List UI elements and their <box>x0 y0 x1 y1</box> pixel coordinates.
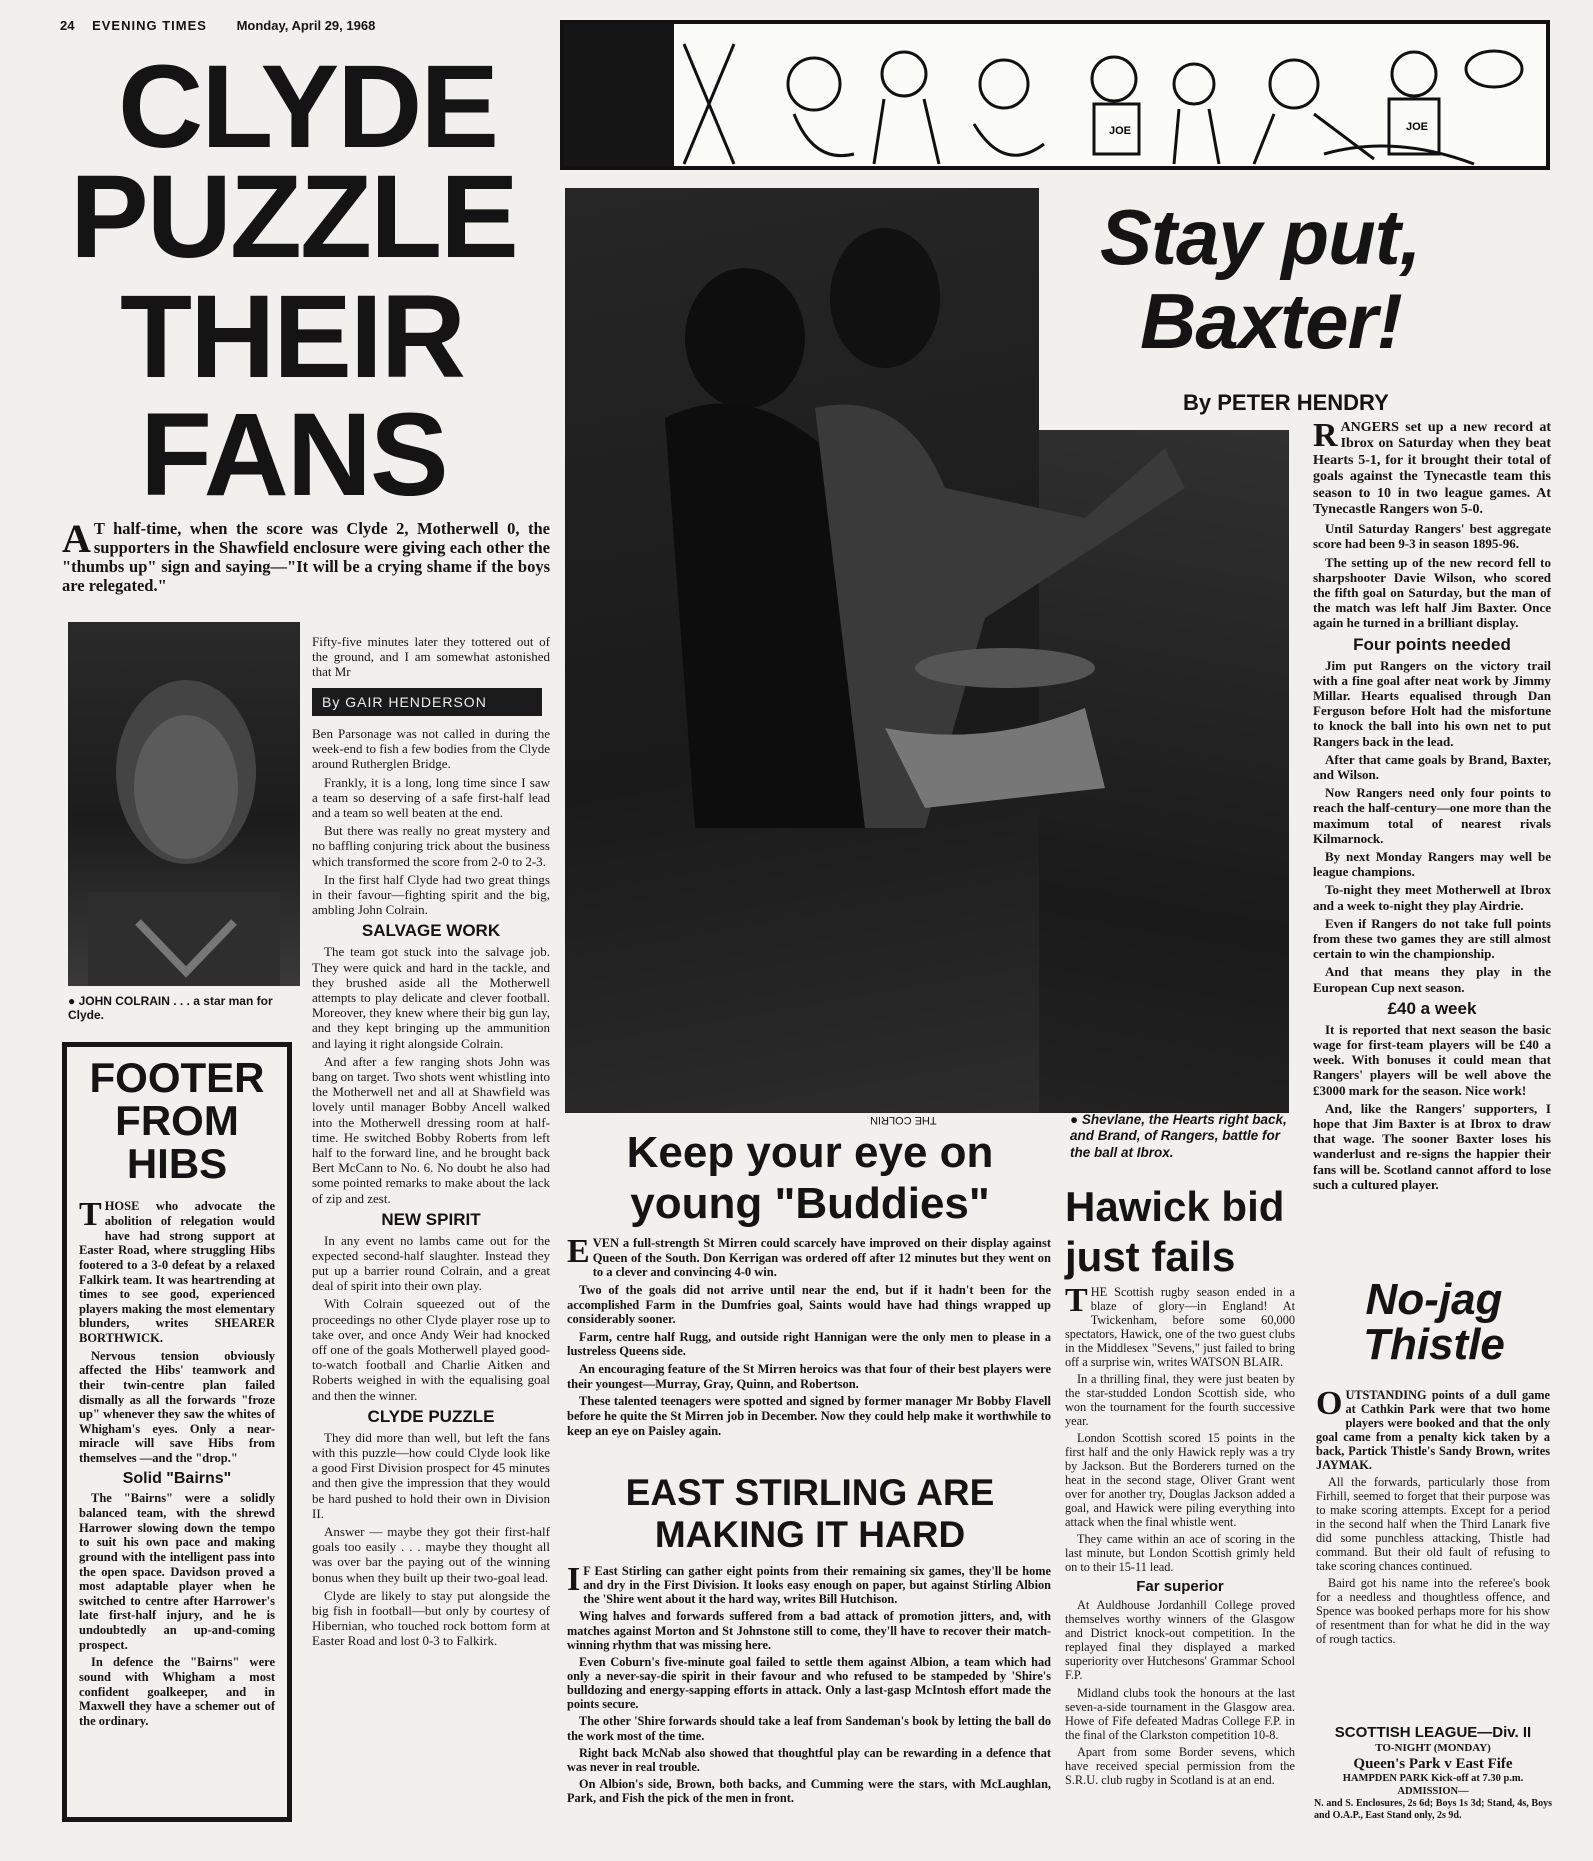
paragraph: An encouraging feature of the St Mirren heroics was that four of their best players were their youngest—Murray, Gray, Quinn, and Robertson. <box>567 1362 1051 1391</box>
paragraph: Jim put Rangers on the victory trail with a fine goal after neat work by Jimmy Millar. Hearts equalised through Dan Ferguson before Holt had the misfortune to knock the ball into his own net to put Rangers back in the lead. <box>1313 657 1551 749</box>
hibs-box <box>62 1042 292 1822</box>
photo-caption <box>68 994 308 1023</box>
subhead: CLYDE PUZZLE <box>367 1406 495 1426</box>
advert-line: HAMPDEN PARK Kick-off at 7.30 p.m. <box>1342 1773 1524 1785</box>
bullet-icon: ● <box>68 994 76 1008</box>
paragraph: Nervous tension obviously affected the Hibs' teamwork and their twin-centre plan failed dismally as all the forwards "froze up" whenever they saw the whites of Whigham's eyes. Only a near-miracle will save Hibs from themselves —and the "drop." <box>79 1348 275 1466</box>
headline-line: No-jag <box>1365 1275 1503 1324</box>
paragraph: Farm, centre half Rugg, and outside right Hannigan were the only men to please in a lustreless Queens side. <box>567 1329 1051 1359</box>
paragraph: And, like the Rangers' supporters, I hope that Jim Baxter is at Ibrox to draw that wage. The sooner Baxter loses his wanderlust and re-signs the happier their fans will be. Scotland cannot afford to lose such a cultured player. <box>1313 1100 1551 1192</box>
masthead <box>60 18 480 38</box>
headline-line: young "Buddies" <box>630 1178 990 1228</box>
paragraph <box>1313 417 1551 518</box>
headline-line: Stay put, <box>1100 193 1421 281</box>
eaststirling-headline <box>565 1472 1055 1556</box>
drop-cap: T <box>1065 1282 1088 1319</box>
paragraph <box>567 1233 1051 1280</box>
paragraph <box>1065 1282 1295 1370</box>
paragraph <box>567 1561 1051 1607</box>
paragraph: In any event no lambs came out for the expected second-half slaughter. Instead they put up a barrier round Colrain, and a great deal of spirit into their own play. <box>312 1232 550 1294</box>
headline-line: FROM <box>115 1096 239 1144</box>
thistle-text <box>1316 1385 1550 1649</box>
paragraph: London Scottish scored 15 points in the first half and the only Hawick reply was a try by Jackson. But the Borderers turned on the heat in the second stage, Oliver Grant went over for another try, Douglas Jackson added a goal, and Hawick were piling everything into attack when the final whistle went. <box>1065 1431 1295 1530</box>
portrait-image <box>68 622 300 986</box>
page-number: 24 <box>60 18 75 33</box>
paragraph: The team got stuck into the salvage job. They were quick and hard in the tackle, and they brushed aside all the Motherwell attempts to play delicate and clever football. Moreover, they knew where their big gun lay, and they kept bringing up the ammunition and laying it right alongside Colrain. <box>312 944 550 1051</box>
baxter-headline <box>1100 193 1540 366</box>
paragraph: They did more than well, but left the fans with this puzzle—how could Clyde look like a good First Division prospect for 45 minutes and then give the impression that they would be hard pushed to hold their own in Division II. <box>312 1429 550 1521</box>
photo-credit: THE COLRIN <box>870 1114 937 1126</box>
paragraph: With Colrain squeezed out of the proceedings no other Clyde player rose up to take over, and once Andy Weir had knocked off one of the goals Motherwell played good-to-watch football and Charlie Aitken and Roberts weighed in with the equalising goal and then the winner. <box>312 1296 550 1403</box>
paper-name: EVENING TIMES <box>92 18 207 33</box>
paragraph: By next Monday Rangers may well be league champions. <box>1313 848 1551 880</box>
paragraph: Ben Parsonage was not called in during the week-end to fish a few bodies from the Clyde around Rutherglen Bridge. <box>312 725 550 772</box>
clyde-headline <box>70 41 550 521</box>
subhead: Four points needed <box>1353 634 1511 654</box>
paragraph: Fifty-five minutes later they tottered out of the ground, and I am somewhat astonished that Mr <box>312 634 550 680</box>
paragraph: In the first half Clyde had two great things in their favour—fighting spirit and the big, ambling John Colrain. <box>312 871 550 918</box>
paragraph: Frankly, it is a long, long time since I saw a team so deserving of a safe first-half lead and a team so well beaten at the end. <box>312 774 550 820</box>
paragraph: They came within an ace of scoring in the last minute, but London Scottish grimly held on to their 15-11 lead. <box>1065 1532 1295 1575</box>
headline-line: Keep your eye on <box>626 1128 994 1177</box>
headline-line: FOOTER <box>89 1054 265 1101</box>
issue-date: Monday, April 29, 1968 <box>236 18 376 33</box>
drop-cap: I <box>567 1561 581 1598</box>
clyde-intro <box>62 516 550 596</box>
caption-text: JOHN COLRAIN . . . a star man for Clyde. <box>68 994 273 1023</box>
intro-text: F East Stirling can gather eight points from their remaining six games, they'll be home and dry in the First Division. It looks easy enough on paper, but against Stirling Albion the 'Shire went about it the hard way, writes Bill Hutchison. <box>583 1564 1051 1607</box>
cartoon-label: JOE <box>1406 121 1429 133</box>
headline-line: PUZZLE <box>70 151 517 283</box>
headline-line: FANS <box>140 389 447 521</box>
paragraph: Baird got his name into the referee's book for a needless and thoughtless offence, and Spence was booked perhaps more for his show of resentment than for what he did in the way of rough tactics. <box>1316 1576 1550 1647</box>
paragraph: The other 'Shire forwards should take a leaf from Sandeman's book by letting the ball do the work most of the time. <box>567 1714 1051 1743</box>
league-advert <box>1314 1724 1552 1822</box>
paragraph: Midland clubs took the honours at the last seven-a-side tournament in the Glasgow area. Howe of Fife defeated Madras College F.P. in the final of the Clarkston competition 10-8. <box>1065 1685 1295 1742</box>
subhead: NEW SPIRIT <box>381 1209 481 1229</box>
buddies-text <box>567 1233 1051 1441</box>
intro-text: VEN a full-strength St Mirren could scarcely have improved on their display against Queen of the South. Don Kerrigan was ordered off after 12 minutes but they went on to a clever and convincing 4-0 win. <box>592 1236 1051 1280</box>
paragraph: Now Rangers need only four points to reach the half-century—one more than the maximum total of nearest rivals Kilmarnock. <box>1313 785 1551 846</box>
bullet-icon: ● <box>1070 1112 1079 1127</box>
clyde-column-1 <box>312 634 550 1652</box>
paragraph: All the forwards, particularly those from Firhill, seemed to forget that their purpose was to make scoring attempts. Except for a period in the second half when the Third Lanark five did some punchless attacking, Thistle had command. But their old fault of refusing to take scoring chances continued. <box>1316 1475 1550 1574</box>
paragraph: Apart from some Border sevens, which have received special permission from the S.R.U. club rugby in Scotland is at an end. <box>1065 1744 1295 1787</box>
subhead: SALVAGE WORK <box>361 921 501 941</box>
drop-cap: T <box>79 1196 102 1234</box>
baxter-byline: By PETER HENDRY <box>1183 390 1389 415</box>
drop-cap: A <box>62 516 91 561</box>
paragraph: Two of the goals did not arrive until near the end, but if it hadn't been for the accomplished Farm in the Dumfries goal, Saints would have had things wrapped up considerably sooner. <box>567 1282 1051 1327</box>
cartoon-label: JOE <box>1109 125 1132 137</box>
headline-line: Hawick bid <box>1065 1183 1285 1230</box>
paragraph: Until Saturday Rangers' best aggregate score had been 9-3 in season 1895-96. <box>1313 521 1551 552</box>
headline-line: MAKING IT HARD <box>654 1514 966 1556</box>
drop-cap: E <box>567 1233 590 1270</box>
intro-text: HOSE who advocate the abolition of relegation would have had strong support at Easter Road, where struggling Hibs footered to a 3-0 defeat by a relaxed Falkirk team. It was heartrending at times to see good, experienced players making the most elementary blunders, writes SHEARER BORTHWICK. <box>79 1199 275 1346</box>
colrain-photo <box>68 622 300 986</box>
subhead: £40 a week <box>1387 998 1477 1018</box>
thistle-headline <box>1318 1275 1550 1369</box>
hawick-headline <box>1065 1182 1295 1283</box>
headline-line: Thistle <box>1363 1319 1505 1369</box>
advert-line: N. and S. Enclosures, 2s 6d; Boys 1s 3d; Stand, 4s, Boys and O.A.P., East Stand only, 2s 9d. <box>1314 1798 1552 1822</box>
cartoon-black-panel <box>564 24 674 170</box>
advert-line: Queen's Park v East Fife <box>1353 1756 1513 1773</box>
headline-line: THEIR <box>120 271 464 403</box>
cartoon-strip <box>560 20 1550 170</box>
hibs-headline <box>79 1054 275 1187</box>
paragraph: After that came goals by Brand, Baxter, and Wilson. <box>1313 751 1551 782</box>
paragraph: Right back McNab also showed that thoughtful play can be rewarding in a defence that was never in real trouble. <box>567 1745 1051 1774</box>
paragraph: Even Coburn's five-minute goal failed to settle them against Albion, a team which had only a never-say-die spirit in their favour and who refused to be stampeded by 'Shire's bulldozing and energy-sapping efforts in attack. Only a last-gasp McIntosh effort made the points secure. <box>567 1654 1051 1712</box>
paragraph: In defence the "Bairns" were sound with Whigham a most confident goalkeeper, and in Maxwell they have a schemer out of the ordinary. <box>79 1655 275 1728</box>
paragraph: On Albion's side, Brown, both backs, and Cumming were the stars, with McLaughlan, Park, and Fish the pick of the men in front. <box>567 1776 1051 1806</box>
intro-text: UTSTANDING points of a dull game at Cathkin Park were that two home players were booked and that the only goal came from a penalty kick taken by a back, Partick Thistle's Sandy Brown, writes JAYMAK. <box>1316 1388 1550 1473</box>
headline-line: Baxter! <box>1140 277 1402 366</box>
intro-text: T half-time, when the score was Clyde 2, Motherwell 0, the supporters in the Shawfield enclosure were giving each other the "thumbs up" sign and saying—"It will be a crying shame if the boys are relegated." <box>62 519 550 595</box>
cartoon-drawing <box>674 24 1550 170</box>
photo-caption <box>1070 1112 1298 1161</box>
paragraph: But there was really no great mystery and no baffling conjuring trick about the business which transformed the score from 2-0 to 2-3. <box>312 823 550 869</box>
advert-title: SCOTTISH LEAGUE—Div. II <box>1334 1724 1532 1741</box>
headline-line: HIBS <box>126 1139 228 1187</box>
drop-cap: R <box>1313 417 1338 454</box>
eaststirling-text <box>567 1561 1051 1808</box>
intro-text: HE Scottish rugby season ended in a blaze of glory—in England! At Twickenham, before some 60,000 spectators, Hawick, one of the two guest clubs in the Middlesex "Sevens," just failed to bring off a surprise win, writes WATSON BLAIR. <box>1065 1285 1295 1370</box>
subhead: Far superior <box>1136 1578 1224 1596</box>
paragraph: Wing halves and forwards suffered from a bad attack of promotion jitters, and, with matches against Morton and St Johnstone still to come, they'll have to recover their match-winning rhythm that was missing here. <box>567 1609 1051 1652</box>
headline-line: CLYDE <box>118 41 498 173</box>
paragraph: And that means they play in the European Cup next season. <box>1313 964 1551 995</box>
paragraph: Even if Rangers do not take full points from these two games they are still almost certain to win the championship. <box>1313 915 1551 962</box>
paragraph: Answer — maybe they got their first-half goals too easily . . . maybe they thought all was over bar the paying out of the winning bonus when they built up their two-goal lead. <box>312 1523 550 1585</box>
intro-text: ANGERS set up a new record at Ibrox on Saturday when they beat Hearts 5-1, for it brought their total of goals against the Tynecastle team this season to 10 in two league games. At Tynecastle Rangers won 5-0. <box>1313 420 1551 517</box>
paragraph: In a thrilling final, they were just beaten by the star-studded London Scottish side, who won the tournament for the fourth successive year. <box>1065 1372 1295 1429</box>
paragraph: The "Bairns" were a solidly balanced team, with the shrewd Harrower slowing down the tempo to suit his own pace and making ground with the intelligent pass into the open space. Davidson proved a most adaptable player when he switched to centre after Harrower's late first-half injury, and he is undoubtedly an up-and-coming prospect. <box>79 1491 275 1652</box>
paragraph <box>1316 1385 1550 1473</box>
headline-line: EAST STIRLING ARE <box>625 1472 995 1513</box>
buddies-headline <box>565 1128 1055 1229</box>
paragraph: These talented teenagers were spotted and signed by former manager Mr Bobby Flavell before he quite the St Mirren job in December. Now they could help make it worthwhile to keep an eye on Paisley again. <box>567 1394 1051 1438</box>
paragraph <box>79 1196 275 1346</box>
paragraph: And after a few ranging shots John was bang on target. Two shots went whistling into the Motherwell net and all at Shawfield was lovely until manager Bobby Ancell walked into the Motherwell dressing room at half-time. He switched Bobby Roberts from left half to the forward line, and he brought back Bert McCann to No. 6. No doubt he also had some pointed remarks to make about the lack of zip and zest. <box>312 1053 550 1206</box>
paragraph: To-night they meet Motherwell at Ibrox and a week to-night they play Airdrie. <box>1313 882 1551 913</box>
hawick-text <box>1065 1282 1295 1790</box>
paragraph: The setting up of the new record fell to sharpshooter Davie Wilson, who scored the fifth goal on Saturday, but the man of the match was left half Jim Baxter. Once again he turned in a brilliant display. <box>1313 554 1551 631</box>
headline-line: just fails <box>1065 1233 1236 1281</box>
drop-cap: O <box>1316 1385 1343 1422</box>
baxter-column <box>1313 417 1551 1195</box>
subhead: Solid "Bairns" <box>122 1469 232 1487</box>
paragraph: At Auldhouse Jordanhill College proved themselves worthy winners of the Glasgow and District knock-out competition. In the replayed final they displayed a marked superiority over Hutchesons' Grammar School F.P. <box>1065 1598 1295 1683</box>
paragraph: Clyde are likely to stay put alongside the big fish in football—but only by courtesy of Hibernian, who touched rock bottom form at Easter Road and lost 0-3 to Falkirk. <box>312 1587 550 1649</box>
byline-box <box>312 688 542 716</box>
paragraph: It is reported that next season the basic wage for first-team players will be £40 a week. With bonuses it could mean that Rangers' players will be well above the £3000 mark for the season. Nice work! <box>1313 1021 1551 1098</box>
caption-text: Shevlane, the Hearts right back, and Brand, of Rangers, battle for the ball at Ibrox. <box>1070 1112 1287 1160</box>
advert-line: TO-NIGHT (MONDAY) <box>1375 1742 1491 1754</box>
advert-line: ADMISSION— <box>1397 1785 1469 1797</box>
byline-text: By GAIR HENDERSON <box>322 693 487 710</box>
hibs-text <box>79 1196 275 1728</box>
